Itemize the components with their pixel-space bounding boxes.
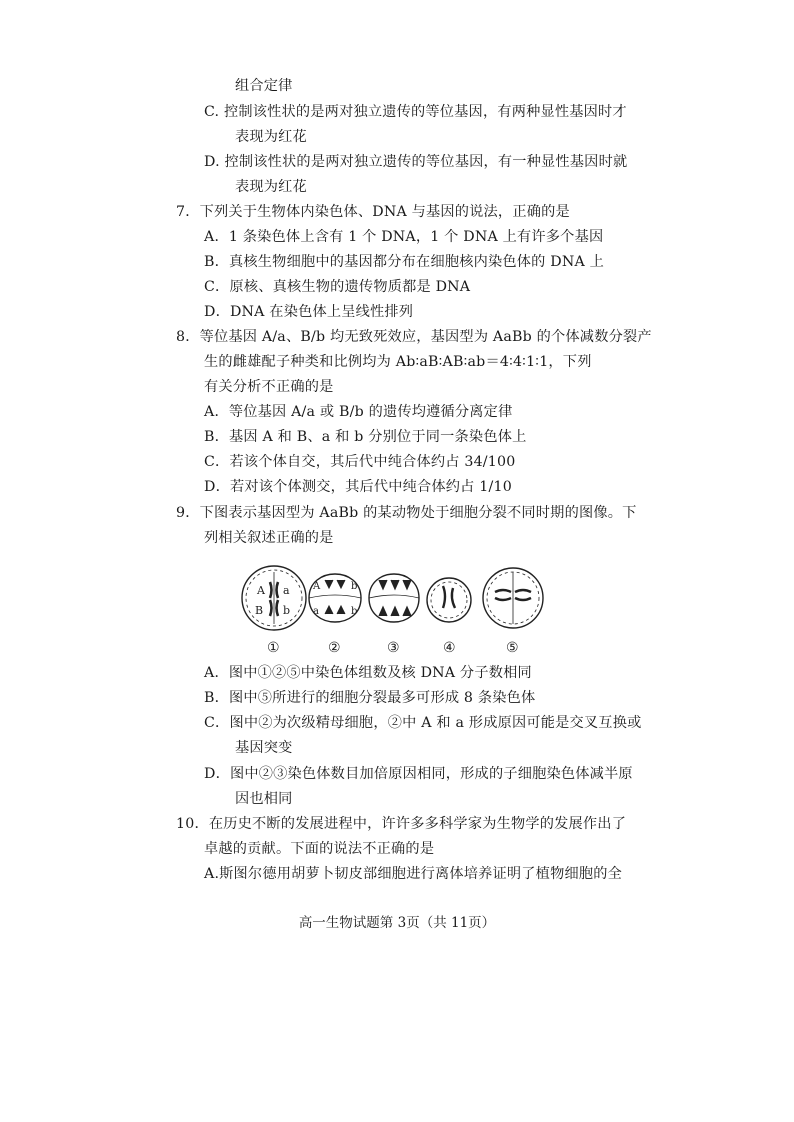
question-7-stem: 7．下列关于生物体内染色体、DNA 与基因的说法，正确的是: [176, 204, 570, 220]
question-7-option-d: D．DNA 在染色体上呈线性排列: [204, 304, 414, 320]
question-9-option-c-continuation: 基因突变: [235, 740, 293, 756]
question-9-option-c: C．图中②为次级精母细胞，②中 A 和 a 形成原因可能是交叉互换或: [204, 715, 642, 731]
cell-4: [427, 578, 471, 622]
cell-2-gene-a: a: [313, 606, 319, 617]
cell-2-gene-b-bottom: b: [351, 606, 358, 617]
cell-2: [309, 574, 361, 622]
question-8-option-c: C．若该个体自交，其后代中纯合体约占 34/100: [204, 454, 516, 470]
question-7-option-b: B．真核生物细胞中的基因都分布在细胞核内染色体的 DNA 上: [204, 254, 604, 270]
question-7-option-a: A．1 条染色体上含有 1 个 DNA，1 个 DNA 上有许多个基因: [204, 229, 604, 245]
cell-5: [483, 568, 543, 628]
figure-label-2: ②: [328, 640, 341, 656]
question-8-stem-line-3: 有关分析不正确的是: [204, 379, 334, 395]
figure-label-4: ④: [443, 640, 456, 656]
question-8-stem-line-2: 生的雌雄配子种类和比例均为 Ab∶aB∶AB∶ab＝4∶4∶1∶1，下列: [204, 354, 592, 370]
cell-2-gene-A: A: [313, 581, 321, 592]
question-9-option-d: D．图中②③染色体数目加倍原因相同，形成的子细胞染色体减半原: [204, 766, 633, 782]
prev-option-b-continuation: 组合定律: [235, 78, 293, 94]
question-10-stem: 10．在历史不断的发展进程中，许许多多科学家为生物学的发展作出了: [176, 816, 627, 832]
cell-1-gene-A: A: [257, 584, 265, 597]
prev-option-c-continuation: 表现为红花: [235, 129, 307, 145]
question-8-option-a: A．等位基因 A/a 或 B/b 的遗传均遵循分离定律: [204, 404, 513, 420]
question-8-option-d: D．若对该个体测交，其后代中纯合体约占 1/10: [204, 479, 512, 495]
question-9-option-b: B．图中⑤所进行的细胞分裂最多可形成 8 条染色体: [204, 690, 536, 706]
prev-option-d: D. 控制该性状的是两对独立遗传的等位基因，有一种显性基因时就: [204, 154, 628, 170]
prev-option-c: C. 控制该性状的是两对独立遗传的等位基因，有两种显性基因时才: [204, 104, 627, 120]
question-10-option-a: A.斯图尔德用胡萝卜韧皮部细胞进行离体培养证明了植物细胞的全: [204, 866, 623, 882]
question-9-stem-line-2: 列相关叙述正确的是: [204, 530, 334, 546]
page-footer: 高一生物试题第 3页（共 11页）: [298, 915, 496, 931]
question-9-option-d-continuation: 因也相同: [235, 791, 293, 807]
question-10-stem-line-2: 卓越的贡献。下面的说法不正确的是: [204, 841, 435, 857]
question-9-stem: 9．下图表示基因型为 AaBb 的某动物处于细胞分裂不同时期的图像。下: [176, 505, 637, 521]
figure-label-5: ⑤: [506, 640, 519, 656]
figure-label-3: ③: [387, 640, 400, 656]
question-9-option-a: A．图中①②⑤中染色体组数及核 DNA 分子数相同: [204, 665, 532, 681]
cell-1-gene-B: B: [255, 604, 264, 617]
cell-1: [242, 566, 306, 630]
cell-3: [369, 574, 419, 622]
question-8-option-b: B．基因 A 和 B、a 和 b 分别位于同一条染色体上: [204, 429, 527, 445]
figure-label-1: ①: [267, 640, 280, 656]
question-7-option-c: C．原核、真核生物的遗传物质都是 DNA: [204, 279, 471, 295]
cell-division-figure: [239, 558, 549, 656]
question-8-stem: 8．等位基因 A/a、B/b 均无致死效应，基因型为 AaBb 的个体减数分裂产: [176, 329, 652, 345]
cell-1-gene-b: b: [283, 604, 291, 617]
prev-option-d-continuation: 表现为红花: [235, 179, 307, 195]
cell-2-gene-b-top: b: [351, 581, 358, 592]
cell-1-gene-a: a: [283, 584, 290, 597]
